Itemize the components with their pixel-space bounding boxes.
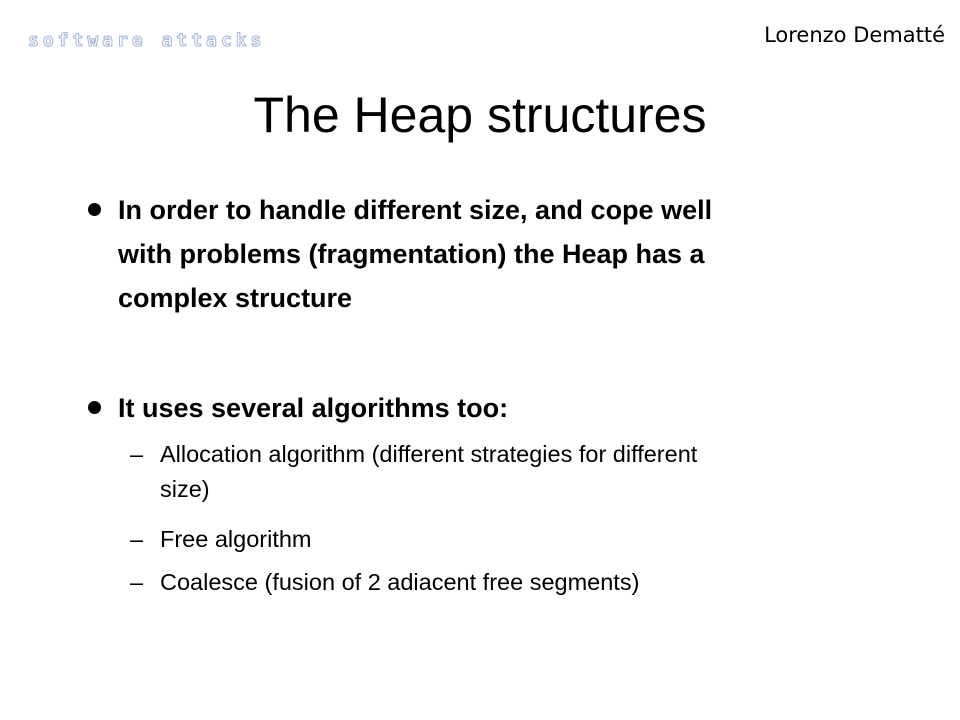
sub-bullet-item [130,522,312,557]
dash-bullet-icon: – [130,526,144,552]
bullet-text-line: complex structure [118,283,353,313]
bullet-item [118,188,712,320]
sub-bullet-text-line: Allocation algorithm (different strategies for different [160,441,698,467]
slide-title: The Heap structures [253,87,707,143]
sub-bullet-text-line: Free algorithm [160,526,312,552]
sub-bullet-text-line: Coalesce (fusion of 2 adiacent free segments) [160,569,640,595]
dash-bullet-icon: – [130,569,144,595]
dash-bullet-icon: – [130,441,144,467]
bullet-text-line: It uses several algorithms too: [118,393,509,423]
bullet-dot-icon [88,401,101,414]
bullet-item [118,386,508,430]
author-name: Lorenzo Dematté [764,23,945,47]
bullet-text-line: with problems (fragmentation) the Heap has a [118,239,705,269]
bullet-dot-icon [88,203,101,216]
software-attacks-logo: software attacks [28,30,266,51]
bullet-text-line: In order to handle different size, and cope well [118,195,713,225]
sub-bullet-item [130,565,640,600]
sub-bullet-item [130,437,698,507]
sub-bullet-text-line: size) [160,476,210,502]
